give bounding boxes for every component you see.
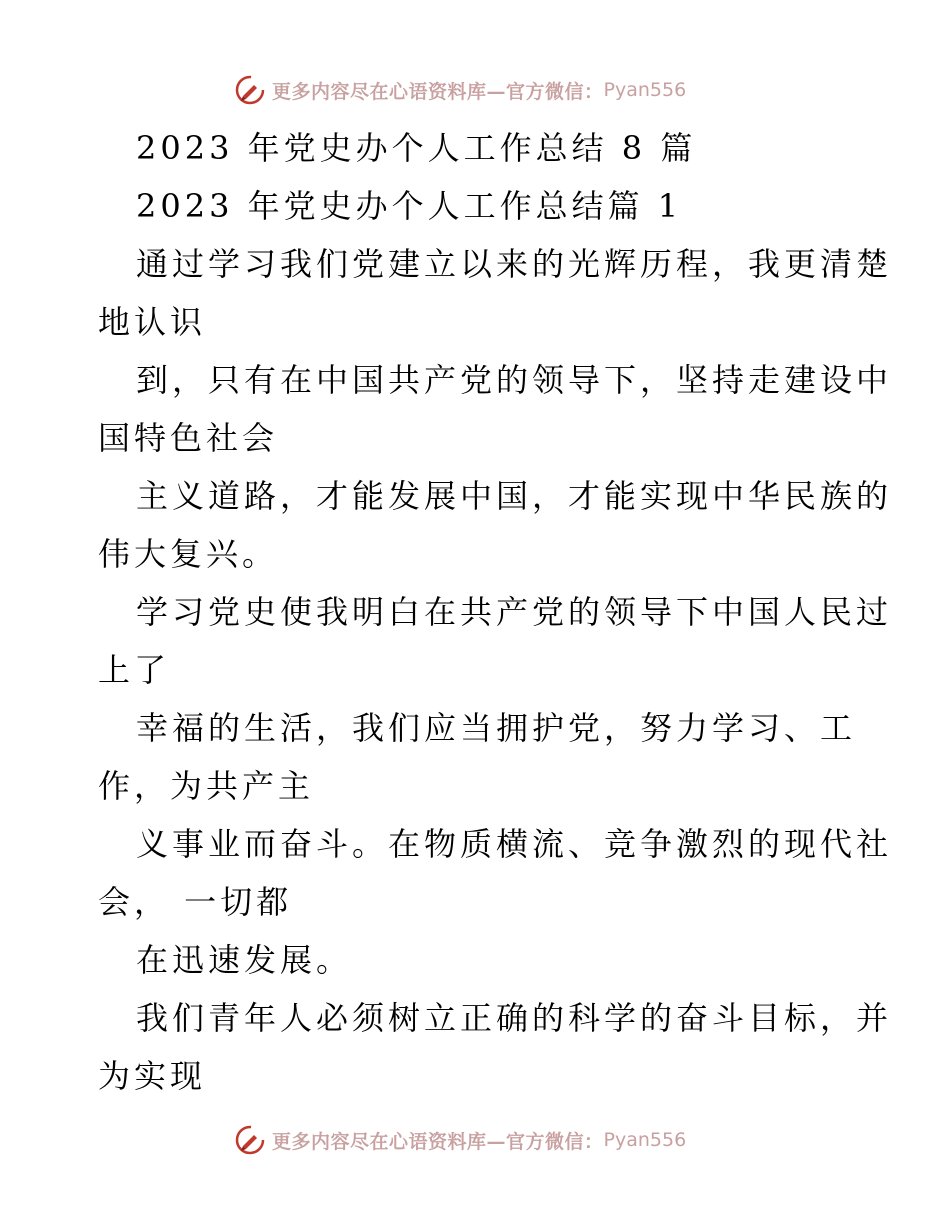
paragraph-line: 伟大复兴。 <box>98 535 279 573</box>
document-title: 2023 年党史办个人工作总结 8 篇 <box>136 129 697 167</box>
footer-watermark-banner <box>234 1122 686 1158</box>
banner-wechat-id: Pyan556 <box>603 1129 687 1151</box>
paragraph-line: 我们青年人必须树立正确的科学的奋斗目标，并 <box>136 999 893 1037</box>
banner-text: 更多内容尽在心语资料库—官方微信： <box>272 80 604 103</box>
paragraph-line: 上了 <box>98 651 171 689</box>
paragraph-line: 到，只有在中国共产党的领导下，坚持走建设中 <box>136 361 893 399</box>
banner-text: 更多内容尽在心语资料库—官方微信： <box>272 1130 604 1153</box>
paragraph-line: 作，为共产主 <box>98 767 315 805</box>
paragraph-line: 在迅速发展。 <box>136 941 353 979</box>
paragraph-line: 义事业而奋斗。在物质横流、竞争激烈的现代社 <box>136 825 893 863</box>
paragraph-line: 会， 一切都 <box>98 883 293 921</box>
paragraph-lines <box>98 240 893 1110</box>
paragraph-line: 通过学习我们党建立以来的光辉历程，我更清楚 <box>136 245 893 283</box>
section-heading: 2023 年党史办个人工作总结篇 1 <box>136 187 683 225</box>
document-body <box>98 124 893 1110</box>
paragraph-line: 幸福的生活，我们应当拥护党，努力学习、工 <box>136 709 857 747</box>
banner-wechat-id: Pyan556 <box>603 79 687 101</box>
header-watermark-banner <box>234 72 686 108</box>
paragraph-line: 地认识 <box>98 303 207 341</box>
paragraph-line: 学习党史使我明白在共产党的领导下中国人民过 <box>136 593 893 631</box>
paragraph-line: 国特色社会 <box>98 419 279 457</box>
paragraph-line: 为实现 <box>98 1057 207 1095</box>
pen-circle-logo-icon <box>234 1124 266 1156</box>
paragraph-line: 主义道路，才能发展中国，才能实现中华民族的 <box>136 477 893 515</box>
pen-circle-logo-icon <box>234 74 266 106</box>
